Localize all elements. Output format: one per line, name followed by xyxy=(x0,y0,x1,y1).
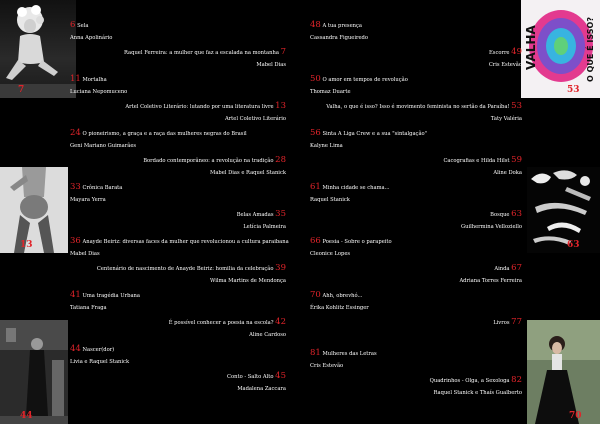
entry-author: Letícia Palmeira xyxy=(243,224,286,230)
entry-author: Aline Doka xyxy=(493,170,522,176)
thumb-page-7[interactable] xyxy=(0,0,76,98)
photo-seated-woman xyxy=(0,0,76,98)
entry-title: Centenário de nascimento de Anayde Beiriz: homilia da celebração xyxy=(96,266,274,272)
page-number: 7 xyxy=(280,47,286,57)
entry-author: Cris Estevão xyxy=(488,62,522,68)
page-number: 53 xyxy=(511,101,522,111)
toc-entry-quadrinhos[interactable] xyxy=(310,377,522,396)
entry-title: Sela xyxy=(77,23,89,29)
entry-title: Sinta A Liga Crew e a sua "sintalgação" xyxy=(322,131,428,137)
entry-title: Artel Coletivo Literário: lutando por uma literatura livre xyxy=(125,104,274,110)
entry-author: Guilhermina Velloziello xyxy=(460,224,522,230)
toc-entry-cronica-barata[interactable] xyxy=(70,184,286,203)
entry-title: Poesia - Sobre o parapeito xyxy=(322,239,392,245)
entry-title: Quadrinhos - Olga, a Sexologa xyxy=(429,378,510,384)
toc-entry-minha-cidade[interactable] xyxy=(310,184,522,203)
entry-author: Érika Kohlitz Essinger xyxy=(310,305,369,311)
entry-title: Nascer(dor) xyxy=(82,347,115,353)
toc-entry-bosque[interactable] xyxy=(310,211,522,230)
toc-entry-amor-revolucao[interactable] xyxy=(310,76,522,95)
thumb-page-44[interactable] xyxy=(0,320,68,424)
entry-author: Mabel Dias xyxy=(70,251,100,257)
entry-author: Luciana Nepomuceno xyxy=(70,89,128,95)
entry-title: Anayde Beiriz: diversas faces da mulher que revolucionou a cultura paraibana xyxy=(82,239,289,245)
toc-entry-sinta-a-liga[interactable] xyxy=(310,130,522,149)
entry-author: Wilma Martins de Mendonça xyxy=(209,278,286,284)
toc-entry-pioneirismo[interactable] xyxy=(70,130,286,149)
entry-title: Escorre xyxy=(489,50,510,56)
entry-title: O pioneirismo, a graça e a raça das mulheres negras do Brasil xyxy=(82,131,247,137)
thumb-page-number: 70 xyxy=(569,411,582,421)
entry-title: É possível conhecer a poesia na escola? xyxy=(168,320,274,326)
page-number: 59 xyxy=(511,155,522,165)
page-number: 67 xyxy=(511,263,522,273)
toc-entry-mortalha[interactable] xyxy=(70,76,286,95)
entry-title: Livros xyxy=(493,320,510,326)
thumb-page-number: 53 xyxy=(567,85,580,95)
thumb-page-number: 44 xyxy=(20,411,33,421)
entry-title: Ahh, obrevhó... xyxy=(322,293,363,299)
toc-entry-nascer-dor[interactable] xyxy=(70,346,286,365)
entry-title: Mortalha xyxy=(82,77,107,83)
thumb-page-63[interactable] xyxy=(527,167,600,253)
page-number: 81 xyxy=(310,348,321,358)
page-number: 33 xyxy=(70,182,81,192)
page-number: 61 xyxy=(310,182,321,192)
page-number: 35 xyxy=(275,209,286,219)
thumb-page-53[interactable] xyxy=(521,0,600,98)
page-number: 66 xyxy=(310,236,321,246)
entry-author: Adriana Torres Ferreira xyxy=(459,278,522,284)
entry-author: Mabel Dias xyxy=(256,62,286,68)
toc-entry-centenario[interactable] xyxy=(70,265,286,284)
entry-title: Valha, o que é isso? Isso é movimento feminista no sertão da Paraíba! xyxy=(326,104,510,110)
entry-author: Raquel Stanick xyxy=(310,197,350,203)
poster-word-1: VALHA xyxy=(524,25,538,70)
toc-entry-tua-presenca[interactable] xyxy=(310,22,522,41)
entry-title: Mulheres das Letras xyxy=(322,351,377,357)
thumb-page-70[interactable] xyxy=(527,320,600,424)
page-number: 48 xyxy=(310,20,321,30)
page-number: 11 xyxy=(70,74,81,84)
toc-entry-tragedia-urbana[interactable] xyxy=(70,292,286,311)
page-number: 36 xyxy=(70,236,81,246)
entry-title: Conto - Salto Alto xyxy=(227,374,274,380)
entry-author: Geni Mariano Guimarães xyxy=(70,143,137,149)
toc-entry-livros[interactable] xyxy=(310,319,522,332)
entry-author: Mabel Dias e Raquel Stanick xyxy=(210,170,286,176)
page-number: 13 xyxy=(275,101,286,111)
entry-title: Ainda xyxy=(494,266,510,272)
entry-title: Crônica Barata xyxy=(82,185,123,191)
entry-author: Anna Apolinário xyxy=(70,35,113,41)
toc-entry-bordado[interactable] xyxy=(70,157,286,176)
entry-author: Cleonice Lopes xyxy=(310,251,351,257)
toc-entry-anayde-beiriz[interactable] xyxy=(70,236,289,257)
entry-author: Thomaz Duarte xyxy=(310,89,351,95)
thumb-page-13[interactable] xyxy=(0,167,68,253)
entry-title: Belas Amadas xyxy=(236,212,274,218)
photo-woman-in-long-skirt xyxy=(527,320,600,424)
page-number: 39 xyxy=(275,263,286,273)
page-number: 49 xyxy=(511,47,522,57)
page-number: 44 xyxy=(70,344,81,354)
toc-entry-sela[interactable] xyxy=(70,22,286,41)
page-number: 77 xyxy=(511,317,522,327)
toc-entry-poesia-escola[interactable] xyxy=(70,319,286,338)
entry-title: A tua presença xyxy=(322,23,362,29)
entry-author: Madalena Zaccara xyxy=(237,386,286,392)
entry-author: Livia e Raquel Stanick xyxy=(70,359,130,365)
page-number: 50 xyxy=(310,74,321,84)
thumb-page-number: 7 xyxy=(18,85,25,95)
entry-title: Bordado contemporâneo: a revolução na tradição xyxy=(143,158,274,164)
toc-entry-artel[interactable] xyxy=(70,103,286,122)
toc-entry-poesia-parapeito[interactable] xyxy=(310,238,522,257)
page-number: 24 xyxy=(70,128,81,138)
entry-author: Kalyne Lima xyxy=(310,143,343,149)
entry-author: Taty Valéria xyxy=(490,116,522,122)
entry-author: Mayara Yerra xyxy=(70,197,106,203)
toc-entry-escorre[interactable] xyxy=(310,49,522,68)
page-number: 42 xyxy=(275,317,286,327)
entry-author: Aline Cardoso xyxy=(249,332,286,338)
photo-kneeling-figure xyxy=(0,167,68,253)
page-number: 70 xyxy=(310,290,321,300)
illustration-ink-branches xyxy=(527,167,600,253)
photo-women-in-street xyxy=(0,320,68,424)
page-number: 63 xyxy=(511,209,522,219)
toc-entry-ainda[interactable] xyxy=(310,265,522,284)
toc-entry-ahh-obrevho[interactable] xyxy=(310,292,522,311)
page-number: 41 xyxy=(70,290,81,300)
page-number: 6 xyxy=(70,20,76,30)
entry-title: Cacografias e Hilda Hilst xyxy=(443,158,510,164)
thumb-page-number: 63 xyxy=(567,240,580,250)
poster-word-2: O QUE É ISSO? xyxy=(586,17,595,82)
page-number: 56 xyxy=(310,128,321,138)
entry-author: Raquel Stanick e Thaís Gualberto xyxy=(433,390,522,396)
entry-author: Cassandra Figueiredo xyxy=(310,35,369,41)
toc-entry-mulheres-letras[interactable] xyxy=(310,350,522,369)
thumb-page-number: 13 xyxy=(20,240,33,250)
toc-entry-salto-alto[interactable] xyxy=(70,373,286,392)
toc-entry-valha[interactable] xyxy=(310,103,522,122)
poster-valha-o-que-e-isso xyxy=(521,0,600,98)
page-number: 45 xyxy=(275,371,286,381)
entry-title: Uma tragédia Urbana xyxy=(82,293,140,299)
page-number: 28 xyxy=(275,155,286,165)
toc-entry-cacografias[interactable] xyxy=(310,157,522,176)
entry-title: Raquel Ferreira: a mulher que faz a escalada na montanha xyxy=(124,50,279,56)
toc-entry-raquel-ferreira[interactable] xyxy=(70,49,286,68)
page-number: 82 xyxy=(511,375,522,385)
entry-author: Cris Estevão xyxy=(310,363,344,369)
toc-entry-belas-amadas[interactable] xyxy=(70,211,286,230)
entry-title: Minha cidade se chama... xyxy=(322,185,390,191)
entry-author: Artel Coletivo Literário xyxy=(224,116,286,122)
entry-title: Bosque xyxy=(490,212,510,218)
entry-title: O amor em tempos de revolução xyxy=(322,77,408,83)
entry-author: Tatiana Fraga xyxy=(70,305,107,311)
